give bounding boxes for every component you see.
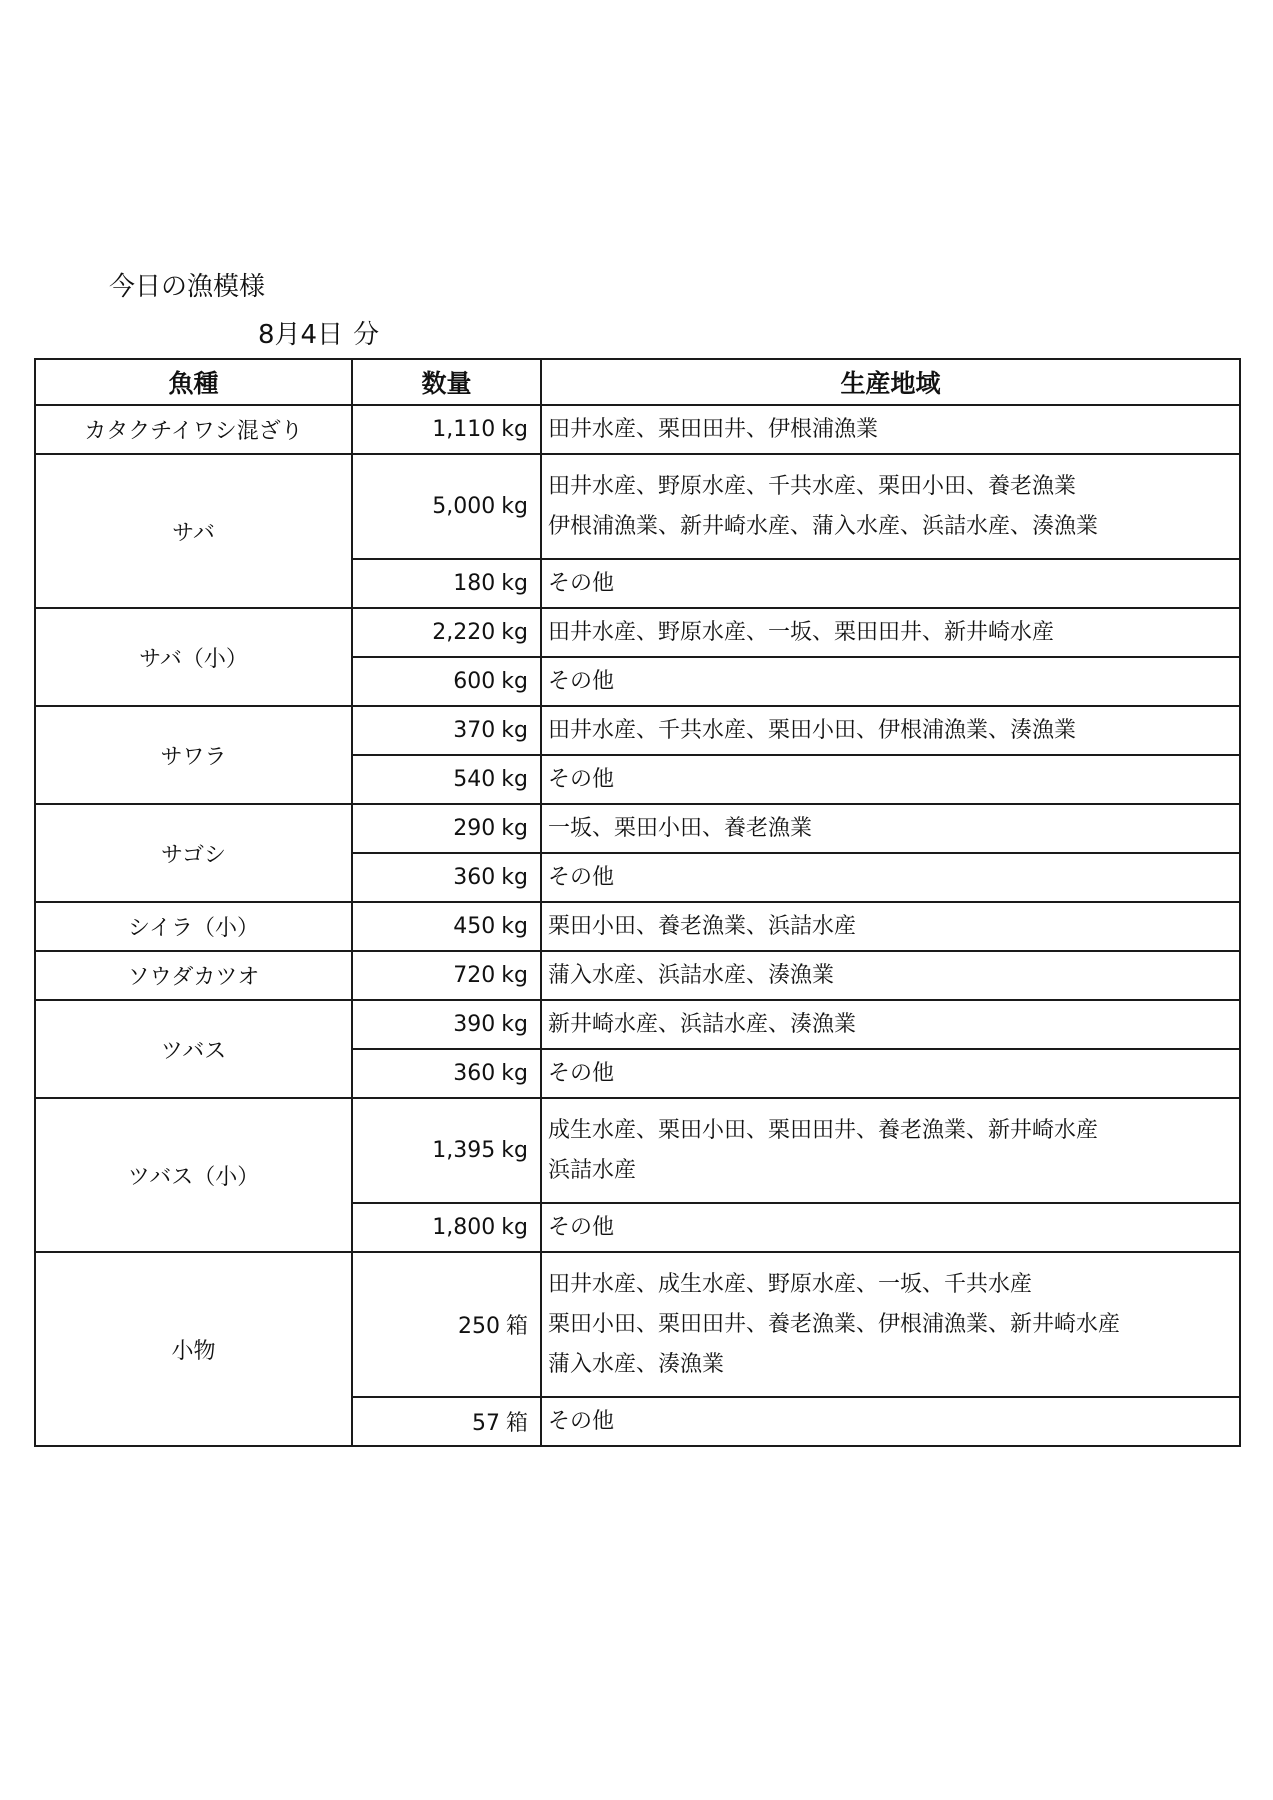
area-line: 新井崎水産、浜詰水産、湊漁業 <box>548 1011 857 1037</box>
area-line: 田井水産、野原水産、千共水産、栗田小田、養老漁業 <box>548 473 1077 499</box>
table-row <box>35 405 1240 454</box>
quantity-cell <box>352 902 541 951</box>
quantity-unit: kg <box>501 816 528 841</box>
page-title: 今日の漁模様 <box>109 272 266 302</box>
quantity-value: 180 <box>453 571 496 596</box>
area-line: 田井水産、栗田田井、伊根浦漁業 <box>548 416 879 442</box>
quantity-cell <box>352 1397 541 1446</box>
area-cell <box>541 1397 1240 1446</box>
quantity-cell <box>352 454 541 559</box>
area-line: その他 <box>548 1060 615 1086</box>
quantity-cell <box>352 853 541 902</box>
quantity-value: 360 <box>453 865 496 890</box>
species-cell: サゴシ <box>35 804 352 902</box>
quantity-cell <box>352 1098 541 1203</box>
area-line: その他 <box>548 766 615 792</box>
quantity-unit: kg <box>501 1138 528 1163</box>
quantity-value: 290 <box>453 816 496 841</box>
quantity-cell <box>352 804 541 853</box>
quantity-cell <box>352 405 541 454</box>
area-line: その他 <box>548 668 615 694</box>
species-cell: サワラ <box>35 706 352 804</box>
date-suffix: 分 <box>353 320 380 350</box>
quantity-cell <box>352 1252 541 1397</box>
quantity-value: 5,000 <box>432 494 496 519</box>
area-line: 蒲入水産、湊漁業 <box>548 1351 725 1377</box>
quantity-unit: kg <box>501 963 528 988</box>
quantity-value: 450 <box>453 914 496 939</box>
quantity-unit: kg <box>501 417 528 442</box>
table-row <box>35 608 1240 657</box>
header-species: 魚種 <box>35 359 352 405</box>
quantity-value: 600 <box>453 669 496 694</box>
quantity-unit: kg <box>501 571 528 596</box>
area-line: 蒲入水産、浜詰水産、湊漁業 <box>548 962 835 988</box>
quantity-value: 250 <box>457 1314 500 1339</box>
quantity-value: 540 <box>453 767 496 792</box>
report-date <box>258 318 379 352</box>
area-cell <box>541 755 1240 804</box>
species-cell: サバ（小） <box>35 608 352 706</box>
area-line: 成生水産、栗田小田、栗田田井、養老漁業、新井崎水産 <box>548 1117 1099 1143</box>
quantity-cell <box>352 1000 541 1049</box>
quantity-unit: 箱 <box>505 1314 528 1339</box>
table-row <box>35 1000 1240 1049</box>
species-cell: サバ <box>35 454 352 608</box>
area-line: 伊根浦漁業、新井崎水産、蒲入水産、浜詰水産、湊漁業 <box>548 513 1099 539</box>
area-line: 浜詰水産 <box>548 1157 637 1183</box>
quantity-unit: kg <box>501 1012 528 1037</box>
area-cell <box>541 405 1240 454</box>
quantity-cell <box>352 755 541 804</box>
area-cell <box>541 1098 1240 1203</box>
header-area: 生産地域 <box>541 359 1240 405</box>
quantity-cell <box>352 608 541 657</box>
quantity-value: 1,110 <box>432 417 496 442</box>
area-cell <box>541 1252 1240 1397</box>
quantity-cell <box>352 657 541 706</box>
quantity-value: 390 <box>453 1012 496 1037</box>
quantity-unit: kg <box>501 718 528 743</box>
quantity-unit: 箱 <box>505 1411 528 1436</box>
date-text: 8月4日 <box>258 320 344 350</box>
area-line: 栗田小田、栗田田井、養老漁業、伊根浦漁業、新井崎水産 <box>548 1311 1121 1337</box>
area-line: その他 <box>548 864 615 890</box>
header-quantity: 数量 <box>352 359 541 405</box>
area-cell <box>541 951 1240 1000</box>
species-cell: ツバス <box>35 1000 352 1098</box>
area-cell <box>541 608 1240 657</box>
quantity-unit: kg <box>501 1061 528 1086</box>
table-header-row <box>35 359 1240 405</box>
area-line: 田井水産、野原水産、一坂、栗田田井、新井崎水産 <box>548 619 1055 645</box>
species-cell: カタクチイワシ混ざり <box>35 405 352 454</box>
area-line: その他 <box>548 1214 615 1240</box>
quantity-unit: kg <box>501 494 528 519</box>
quantity-value: 1,800 <box>432 1215 496 1240</box>
catch-table <box>34 358 1241 1447</box>
area-line: 栗田小田、養老漁業、浜詰水産 <box>548 913 857 939</box>
quantity-value: 720 <box>453 963 496 988</box>
area-line: 一坂、栗田小田、養老漁業 <box>548 815 813 841</box>
quantity-cell <box>352 706 541 755</box>
species-cell: 小物 <box>35 1252 352 1446</box>
quantity-unit: kg <box>501 865 528 890</box>
area-line: その他 <box>548 1408 615 1434</box>
area-cell <box>541 804 1240 853</box>
quantity-cell <box>352 951 541 1000</box>
quantity-unit: kg <box>501 767 528 792</box>
species-cell: シイラ（小） <box>35 902 352 951</box>
quantity-value: 1,395 <box>432 1138 496 1163</box>
table-row <box>35 1252 1240 1397</box>
area-cell <box>541 559 1240 608</box>
area-cell <box>541 1049 1240 1098</box>
area-line: 田井水産、千共水産、栗田小田、伊根浦漁業、湊漁業 <box>548 717 1077 743</box>
area-cell <box>541 1203 1240 1252</box>
area-cell <box>541 1000 1240 1049</box>
species-cell: ソウダカツオ <box>35 951 352 1000</box>
table-row <box>35 804 1240 853</box>
quantity-unit: kg <box>501 620 528 645</box>
area-cell <box>541 657 1240 706</box>
area-cell <box>541 454 1240 559</box>
quantity-value: 370 <box>453 718 496 743</box>
area-cell <box>541 902 1240 951</box>
table-body <box>35 405 1240 1446</box>
table-row <box>35 454 1240 559</box>
quantity-unit: kg <box>501 1215 528 1240</box>
quantity-value: 2,220 <box>432 620 496 645</box>
quantity-cell <box>352 1049 541 1098</box>
quantity-value: 57 <box>471 1411 500 1436</box>
quantity-cell <box>352 559 541 608</box>
table-row <box>35 902 1240 951</box>
area-line: その他 <box>548 570 615 596</box>
table-row <box>35 1098 1240 1203</box>
species-cell: ツバス（小） <box>35 1098 352 1252</box>
quantity-unit: kg <box>501 914 528 939</box>
quantity-value: 360 <box>453 1061 496 1086</box>
area-cell <box>541 853 1240 902</box>
area-cell <box>541 706 1240 755</box>
table-row <box>35 951 1240 1000</box>
quantity-unit: kg <box>501 669 528 694</box>
table-row <box>35 706 1240 755</box>
quantity-cell <box>352 1203 541 1252</box>
area-line: 田井水産、成生水産、野原水産、一坂、千共水産 <box>548 1271 1033 1297</box>
